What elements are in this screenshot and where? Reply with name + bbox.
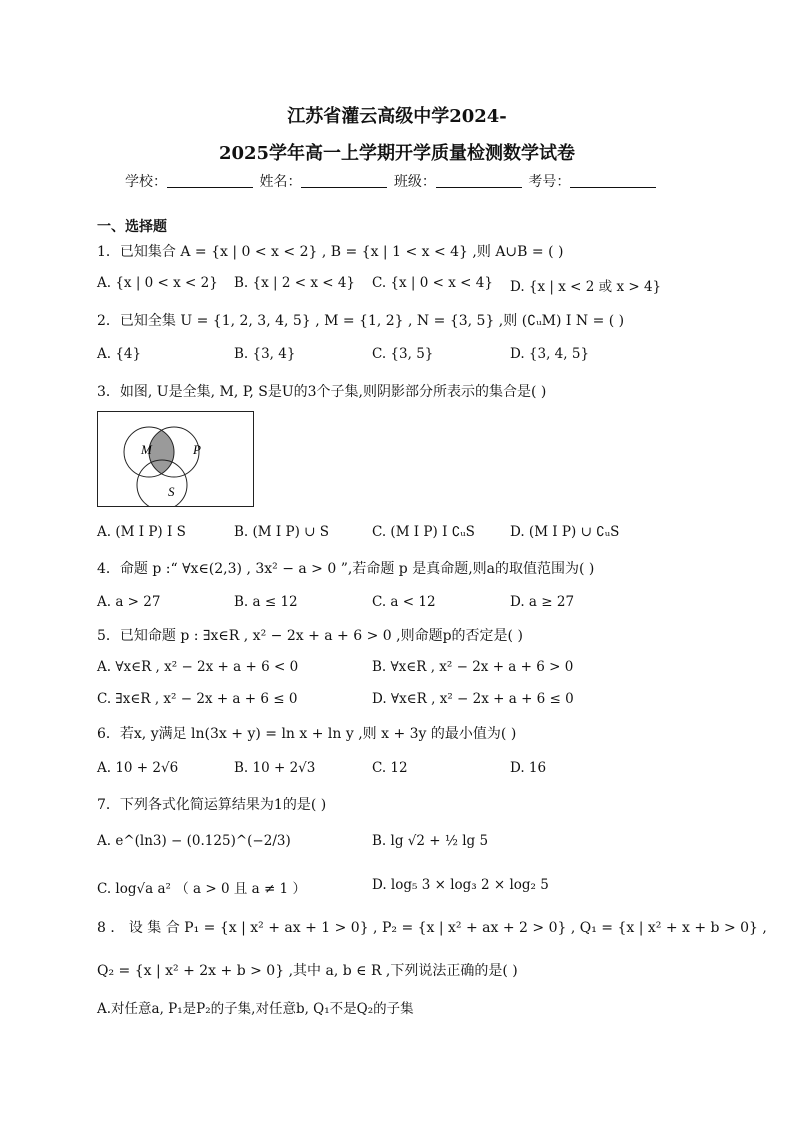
- q6-option-b[interactable]: B. 10 + 2√3: [234, 760, 316, 776]
- q6-option-d[interactable]: D. 16: [510, 760, 547, 776]
- class-blank[interactable]: [436, 173, 522, 188]
- venn-universe-box: [98, 412, 254, 507]
- info-line: [125, 171, 658, 191]
- q5-option-b[interactable]: B. ∀x∈R , x² − 2x + a + 6 > 0: [372, 659, 574, 675]
- venn-label-s: S: [168, 484, 175, 499]
- q6-option-a[interactable]: A. 10 + 2√6: [97, 760, 179, 776]
- venn-diagram: [97, 411, 254, 507]
- q2-option-b[interactable]: B. {3, 4}: [234, 346, 296, 362]
- school-label: 学校：: [125, 174, 167, 190]
- q4-option-c[interactable]: C. a < 12: [372, 594, 436, 610]
- q3-option-a[interactable]: A. (M I P) I S: [97, 524, 186, 540]
- question-5-stem: 5．已知命题 p : ∃x∈R , x² − 2x + a + 6 > 0 ,则命题p的否定是( ): [97, 628, 523, 644]
- title-line-1: 江苏省灌云高级中学2024-: [287, 106, 507, 127]
- question-4-stem: 4．命题 p :“ ∀x∈(2,3) , 3x² − a > 0 ”,若命题 p 是真命题,则a的取值范围为( ): [97, 561, 595, 577]
- class-label: 班级：: [393, 174, 436, 190]
- q1-option-d[interactable]: D. {x | x < 2 或 x > 4}: [510, 279, 662, 295]
- exam-no-label: 考号：: [528, 174, 571, 190]
- q5-option-d[interactable]: D. ∀x∈R , x² − 2x + a + 6 ≤ 0: [372, 691, 574, 707]
- q1-option-a[interactable]: A. {x | 0 < x < 2}: [97, 275, 218, 291]
- school-blank[interactable]: [167, 173, 253, 188]
- question-3-stem: 3．如图, U是全集, M, P, S是U的3个子集,则阴影部分所表示的集合是( ): [97, 384, 547, 400]
- title-line-2: 2025学年高一上学期开学质量检测数学试卷: [218, 143, 576, 164]
- q4-option-d[interactable]: D. a ≥ 27: [510, 594, 575, 610]
- q2-option-c[interactable]: C. {3, 5}: [372, 346, 434, 362]
- q1-option-c[interactable]: C. {x | 0 < x < 4}: [372, 275, 493, 291]
- venn-label-p: P: [193, 442, 201, 457]
- q4-option-b[interactable]: B. a ≤ 12: [234, 594, 298, 610]
- venn-label-m: M: [141, 442, 152, 457]
- name-label: 姓名：: [259, 174, 302, 190]
- q3-option-d[interactable]: D. (M I P) ∪ ∁ᵤS: [510, 524, 620, 540]
- q7-option-d[interactable]: D. log₅ 3 × log₃ 2 × log₂ 5: [372, 877, 549, 893]
- question-2-stem: 2．已知全集 U = {1, 2, 3, 4, 5} , M = {1, 2} , N = {3, 5} ,则 (∁ᵤM) I N = ( ): [97, 313, 625, 329]
- q2-option-d[interactable]: D. {3, 4, 5}: [510, 346, 590, 362]
- question-8-stem-line-2: Q₂ = {x | x² + 2x + b > 0} ,其中 a, b ∈ R ,下列说法正确的是( ): [97, 963, 518, 979]
- q7-option-c[interactable]: C. log√a a² （ a > 0 且 a ≠ 1 ）: [97, 881, 306, 897]
- section-heading: 一、选择题: [97, 219, 167, 235]
- q8-option-a[interactable]: A.对任意a, P₁是P₂的子集,对任意b, Q₁不是Q₂的子集: [97, 1001, 414, 1017]
- q2-option-a[interactable]: A. {4}: [97, 346, 142, 362]
- q1-option-b[interactable]: B. {x | 2 < x < 4}: [234, 275, 356, 291]
- q4-option-a[interactable]: A. a > 27: [97, 594, 161, 610]
- q3-option-b[interactable]: B. (M I P) ∪ S: [234, 524, 330, 540]
- q5-option-a[interactable]: A. ∀x∈R , x² − 2x + a + 6 < 0: [97, 659, 299, 675]
- question-8-stem: 8 ． 设 集 合 P₁ = {x | x² + ax + 1 > 0} , P₂ = {x | x² + ax + 2 > 0} , Q₁ = {x | x² + x + b > 0} ,: [97, 920, 767, 936]
- exam-no-blank[interactable]: [570, 173, 656, 188]
- name-blank[interactable]: [301, 173, 387, 188]
- q5-option-c[interactable]: C. ∃x∈R , x² − 2x + a + 6 ≤ 0: [97, 691, 298, 707]
- q3-option-c[interactable]: C. (M I P) I ∁ᵤS: [372, 524, 475, 540]
- question-6-stem: 6．若x, y满足 ln(3x + y) = ln x + ln y ,则 x + 3y 的最小值为( ): [97, 726, 517, 742]
- question-1-stem: 1．已知集合 A = {x | 0 < x < 2} , B = {x | 1 < x < 4} ,则 A∪B = ( ): [97, 244, 564, 260]
- q6-option-c[interactable]: C. 12: [372, 760, 408, 776]
- q7-option-a[interactable]: A. e^(ln3) − (0.125)^(−2/3): [97, 833, 291, 849]
- question-7-stem: 7．下列各式化简运算结果为1的是( ): [97, 797, 327, 813]
- q7-option-b[interactable]: B. lg √2 + ½ lg 5: [372, 833, 489, 849]
